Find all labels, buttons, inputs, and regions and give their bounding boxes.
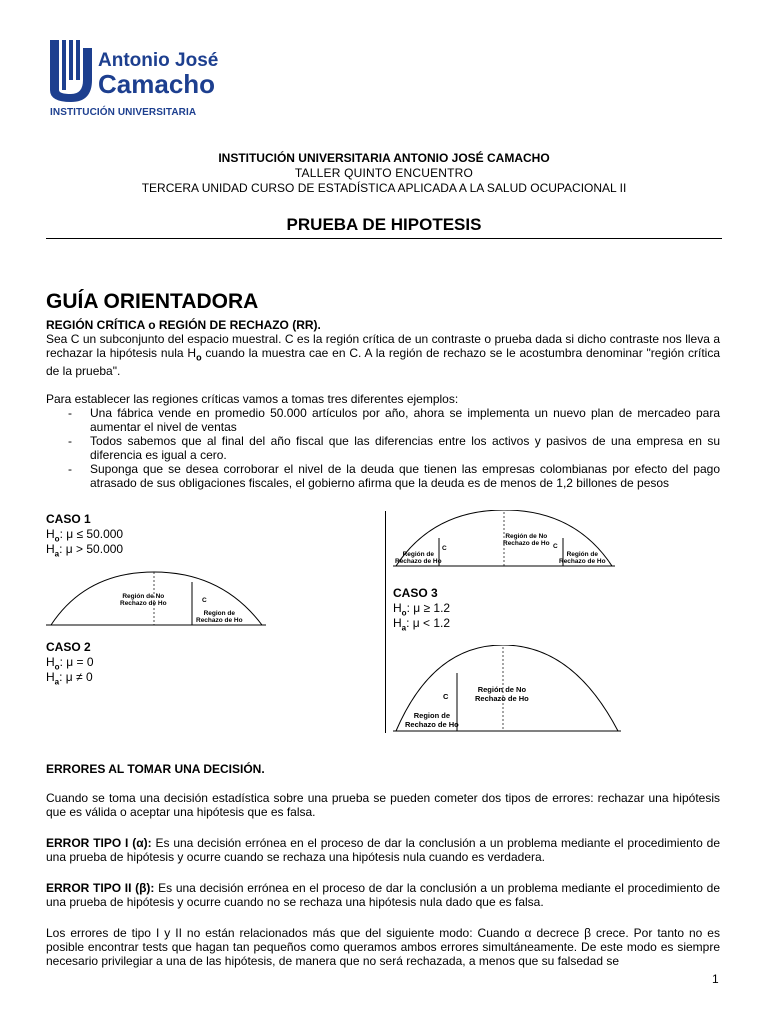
logo-text-surname: Camacho — [98, 69, 216, 99]
case1-c-label: C — [202, 597, 207, 604]
case1-ha: $H_a$: μ > 50.000 — [46, 542, 124, 559]
title-divider — [46, 238, 722, 239]
institution-logo — [48, 40, 228, 120]
institution-name: INSTITUCIÓN UNIVERSITARIA ANTONIO JOSÉ CAMACHO — [218, 151, 550, 165]
errors-closing-paragraph: Los errores de tipo I y II no están relacionados más que del siguiente modo: Cuando α decrece β crece. Por tanto no es posible encontrar tests que hagan tan pequeños como queramos ambos errores simultáneamente. De este modo es siempre necesario privilegiar a una de las hipótesis, de manera que no será rechazada, a menos que su falsedad se — [46, 926, 720, 968]
intro-paragraph — [46, 332, 720, 378]
error-type1-paragraph — [46, 836, 720, 864]
example-item: - Todos sabemos que al final del año fiscal que las diferencias entre los activos y pasivos de una empresa en su diferencia es igual a cero. — [46, 434, 720, 462]
example-item: - Una fábrica vende en promedio 50.000 artículos por año, ahora se implementa un nuevo plan de mercadeo para aumentar el nivel de ventas — [46, 406, 720, 434]
page-number: 1 — [712, 972, 719, 986]
case2-curve-figure — [393, 510, 615, 570]
case2-h0: $H_o$: μ = 0 — [46, 655, 94, 672]
page-title: PRUEBA DE HIPOTESIS — [286, 215, 482, 234]
case2-reject-right-label: Región de Rechazo de Ho — [559, 551, 606, 565]
intro-text-b: cuando la muestra cae en C. A la región de rechazo se le acostumbra denominar "región crítica de la prueba". — [46, 346, 720, 379]
guide-heading: GUÍA ORIENTADORA — [46, 290, 259, 313]
case1-reject-label: Region de Rechazo de Ho — [196, 610, 243, 624]
case2-c-right-label: C — [553, 543, 558, 550]
logo-emblem-icon — [50, 40, 92, 102]
errors-intro: Cuando se toma una decisión estadística sobre una prueba se pueden cometer dos tipos de errores: rechazar una hipótesis que es válida o aceptar una hipótesis que es falsa. — [46, 791, 720, 819]
case2-title: CASO 2 — [46, 640, 91, 654]
case3-ha: $H_a$: μ < 1.2 — [393, 616, 451, 633]
taller-line: TALLER QUINTO ENCUENTRO — [294, 166, 474, 180]
examples-list — [46, 406, 720, 490]
case2-ha: $H_a$: μ ≠ 0 — [46, 670, 93, 687]
case3-no-reject-label: Región de No Rechazo de Ho — [475, 685, 529, 703]
case1-curve-figure — [46, 567, 266, 627]
case3-reject-label: Region de Rechazo de Ho — [405, 711, 459, 729]
intro-text-a: Sea C un subconjunto del espacio muestral. C es la región crítica de un contraste o prueba dada si dicho contraste nos lleva a rechazar la hipótesis nula H — [46, 332, 720, 360]
case2-no-reject-label: Región de No Rechazo de Ho — [503, 533, 550, 547]
error-type1-text: Es una decisión errónea en el proceso de dar la conclusión a un problema mediante el procedimiento de una prueba de hipótesis y ocurre cuando se rechaza una hipótesis nula cuando es verdadera. — [46, 836, 720, 864]
case2-c-left-label: C — [442, 545, 447, 552]
case1-title: CASO 1 — [46, 512, 91, 526]
case1-no-reject-label: Región de No Rechazo de Ho — [120, 593, 167, 607]
case3-h0: $H_o$: μ ≥ 1.2 — [393, 601, 451, 618]
course-line: TERCERA UNIDAD CURSO DE ESTADÍSTICA APLICADA A LA SALUD OCUPACIONAL II — [141, 181, 627, 195]
examples-intro: Para establecer las regiones críticas vamos a tomas tres diferentes ejemplos: — [46, 392, 459, 406]
error-type1-label: ERROR TIPO I (α): — [46, 836, 152, 850]
case2-reject-left-label: Región de Rechazo de Ho — [395, 551, 442, 565]
logo-text-name: Antonio José — [98, 50, 219, 71]
error-type2-paragraph — [46, 881, 720, 909]
errors-heading: ERRORES AL TOMAR UNA DECISIÓN. — [46, 762, 265, 776]
intro-subscript: o — [196, 352, 202, 363]
region-critica-heading: REGIÓN CRÍTICA o REGIÓN DE RECHAZO (RR). — [46, 318, 321, 332]
example-item: - Suponga que se desea corroborar el nivel de la deuda que tienen las empresas colombianas por efecto del pago atrasado de sus obligaciones fiscales, el gobierno afirma que la deuda es de menos de 1,2 billones de pesos — [46, 462, 720, 490]
case3-c-label: C — [443, 692, 449, 701]
case1-h0: $H_o$: μ ≤ 50.000 — [46, 527, 124, 544]
logo-text-institution: INSTITUCIÓN UNIVERSITARIA — [50, 107, 197, 118]
error-type2-label: ERROR TIPO II (β): — [46, 881, 155, 895]
case3-curve-figure — [393, 645, 621, 733]
case-column-divider — [385, 511, 386, 733]
error-type2-text: Es una decisión errónea en el proceso de dar la conclusión a un problema mediante el procedimiento de una prueba de hipótesis y ocurre cuando no se rechaza una hipótesis nula dado que es falsa. — [46, 881, 720, 909]
case3-title: CASO 3 — [393, 586, 438, 600]
